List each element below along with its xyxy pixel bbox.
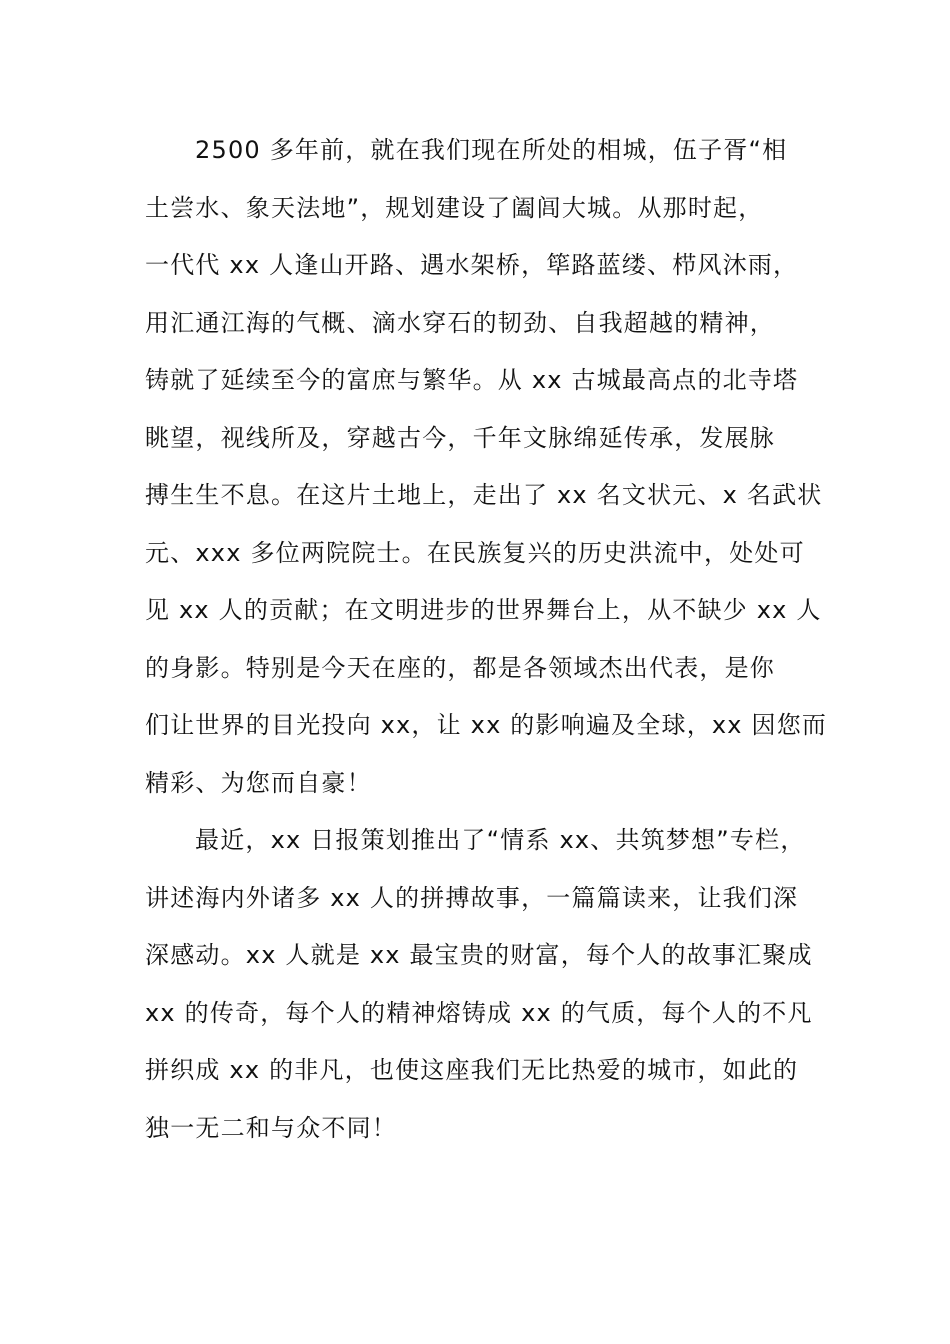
text-line: 最近，xx 日报策划推出了“情系 xx、共筑梦想”专栏，: [195, 826, 806, 854]
text-line: 用汇通江海的气概、滴水穿石的韧劲、自我超越的精神，: [145, 308, 775, 337]
text-line: 讲述海内外诸多 xx 人的拼搏故事，一篇篇读来，让我们深: [145, 883, 799, 912]
text-line: 眺望，视线所及，穿越古今，千年文脉绵延传承，发展脉: [145, 423, 775, 452]
paragraph-1: [145, 122, 828, 812]
text-line: 独一无二和与众不同！: [145, 1113, 397, 1142]
text-line: 元、xxx 多位两院院士。在民族复兴的历史洪流中，处处可: [145, 538, 805, 567]
text-line: 拼织成 xx 的非凡，也使这座我们无比热爱的城市，如此的: [145, 1056, 799, 1084]
text-line: 精彩、为您而自豪！: [145, 768, 372, 797]
text-line: 土尝水、象天法地”，规划建设了阖闾大城。从那时起，: [145, 193, 764, 222]
text-line: xx 的传奇，每个人的精神熔铸成 xx 的气质，每个人的不凡: [145, 998, 813, 1027]
text-line: 一代代 xx 人逢山开路、遇水架桥，筚路蓝缕、栉风沐雨，: [145, 251, 799, 279]
text-line: 见 xx 人的贡献；在文明进步的世界舞台上，从不缺少 xx 人: [145, 596, 822, 624]
document-body: [145, 122, 828, 1157]
text-line: 们让世界的目光投向 xx，让 xx 的影响遍及全球，xx 因您而: [145, 711, 828, 739]
text-line: 深感动。xx 人就是 xx 最宝贵的财富，每个人的故事汇聚成: [145, 941, 813, 969]
paragraph-2: [145, 812, 813, 1157]
text-line: 2500 多年前，就在我们现在所处的相城，伍子胥“相: [195, 136, 788, 164]
text-line: 铸就了延续至今的富庶与繁华。从 xx 古城最高点的北寺塔: [145, 366, 799, 394]
text-line: 的身影。特别是今天在座的，都是各领域杰出代表，是你: [145, 653, 775, 682]
text-line: 搏生生不息。在这片土地上，走出了 xx 名文状元、x 名武状: [145, 481, 823, 509]
